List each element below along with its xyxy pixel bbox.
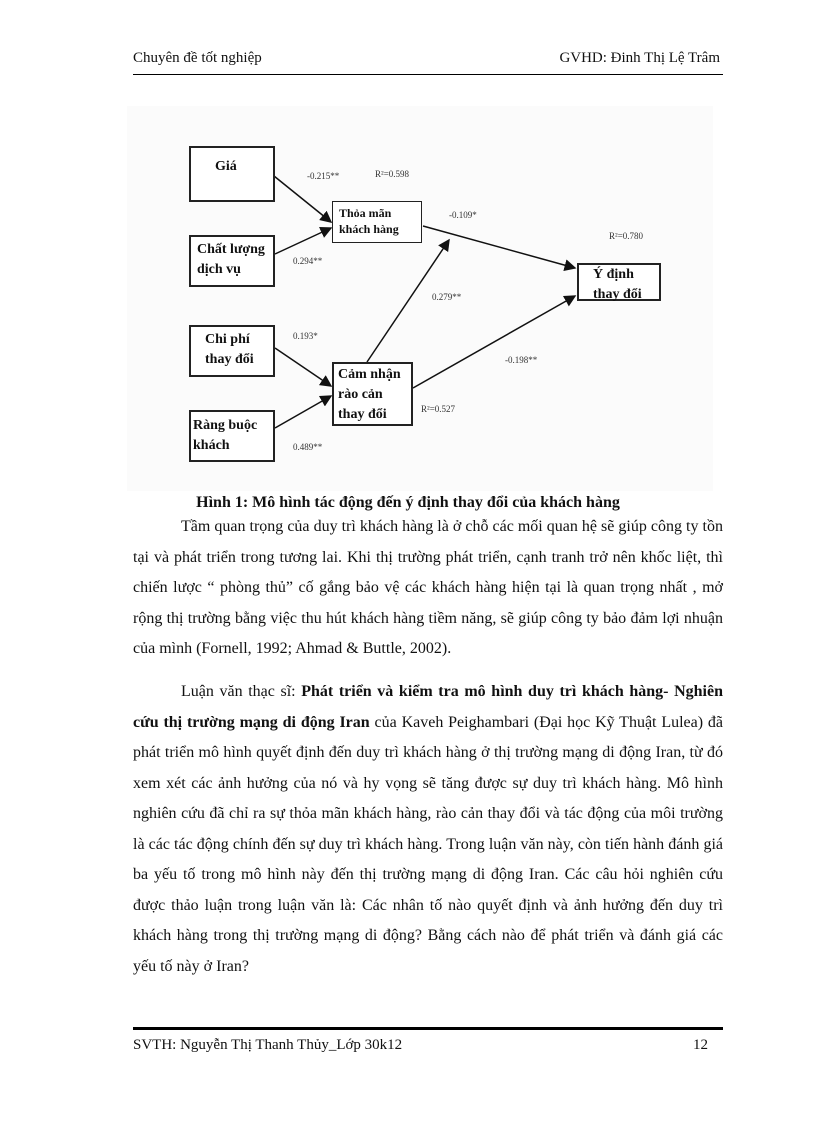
footer-author: SVTH: Nguyễn Thị Thanh Thủy_Lớp 30k12 — [133, 1037, 403, 1053]
r2-y-dinh: R²=0.780 — [609, 231, 644, 241]
paragraph-1: Tầm quan trọng của duy trì khách hàng là ở chỗ các mối quan hệ sẽ giúp công ty tồn tại và phát triển trong tương lai. Khi thị trường phát triển, cạnh tranh trở nên khốc liệt, thì chiến lược “ phòng thủ” cố gắng bảo vệ các khách hàng hiện tại là quan trọng nhất , mở rộng thị trường bằng việc thu hút khách hàng tiềm năng, sẽ giúp công ty bảo đảm lợi nhuận của mình (Fornell, 1992; Ahmad & Buttle, 2002). — [133, 518, 723, 657]
box-chat-luong — [189, 235, 275, 287]
arrow-rang-buoc-cam-nhan — [275, 396, 331, 428]
box-chi-phi — [189, 325, 275, 377]
header-right: GVHD: Đinh Thị Lệ Trâm — [559, 50, 720, 66]
box-cam-nhan-label: Cảm nhận rào cản thay đổi — [338, 367, 401, 422]
coef-chi-phi-cam-nhan: 0.193* — [293, 331, 318, 341]
box-gia-label: Giá — [215, 159, 237, 174]
box-cam-nhan — [332, 362, 413, 426]
arrow-cam-nhan-y-dinh — [413, 296, 575, 388]
header-rule — [133, 74, 723, 75]
paragraph-2-body: của Kaveh Peighambari (Đại học Kỹ Thuật Lulea) đã phát triển mô hình quyết định đến duy trì khách hàng ở thị trường mạng di động Iran, từ đó xem xét các ảnh hưởng của nó và hy vọng sẽ tăng được sự duy trì khách hàng. Mô hình nghiên cứu đã chỉ ra sự thỏa mãn khách hàng, rào cản thay đổi và tác động của môi trường là các tác động chính đến sự duy trì khách hàng. Trong luận văn này, còn tiến hành đánh giá ba yếu tố trong mô hình này đến thị trường mạng di động Iran. Các câu hỏi nghiên cứu được thảo luận trong luận văn là: Các nhân tố nào quyết định và ảnh hưởng đến duy trì khách hàng trong thị trường mạng di động? Bằng cách nào để phát triển và đánh giá các yếu tố này ở Iran? — [133, 713, 724, 975]
model-diagram — [127, 106, 713, 491]
paragraph-2-intro: Luận văn thạc sĩ: — [181, 683, 302, 700]
box-chat-luong-label: Chất lượng dịch vụ — [197, 242, 265, 277]
coef-thoa-man-y-dinh: -0.109* — [449, 210, 477, 220]
arrow-chi-phi-cam-nhan — [275, 348, 331, 386]
arrow-thoa-man-y-dinh — [423, 226, 575, 268]
box-chi-phi-label: Chi phí thay đổi — [205, 332, 254, 367]
thesis-title: Phát triển và kiểm tra mô hình duy trì khách hàng- Nghiên cứu thị trường mạng di động Iran — [133, 683, 723, 731]
figure-caption: Hình 1: Mô hình tác động đến ý định thay đổi của khách hàng — [196, 494, 620, 511]
r2-thoa-man: R²=0.598 — [375, 169, 410, 179]
box-y-dinh-label: Ý định thay đổi — [593, 267, 642, 302]
paragraph-2 — [133, 677, 723, 982]
arrow-gia-thoa-man — [274, 176, 331, 222]
box-y-dinh — [577, 263, 661, 301]
box-rang-buoc — [189, 410, 275, 462]
box-thoa-man — [332, 201, 422, 243]
coef-gia-thoa-man: -0.215** — [307, 171, 340, 181]
coef-rang-buoc-cam-nhan: 0.489** — [293, 442, 323, 452]
coef-cam-nhan-thoa-man: 0.279** — [432, 292, 462, 302]
box-rang-buoc-label: Ràng buộc khách — [193, 418, 258, 453]
coef-chat-luong-thoa-man: 0.294** — [293, 256, 323, 266]
arrow-chat-luong-thoa-man — [275, 228, 331, 254]
header-left: Chuyên đề tốt nghiệp — [133, 50, 262, 66]
box-thoa-man-label: Thỏa mãn khách hàng — [339, 206, 399, 236]
box-gia — [189, 146, 275, 202]
page-number: 12 — [693, 1037, 708, 1053]
coef-cam-nhan-y-dinh: -0.198** — [505, 355, 538, 365]
r2-cam-nhan: R²=0.527 — [421, 404, 456, 414]
footer-rule — [133, 1027, 723, 1030]
